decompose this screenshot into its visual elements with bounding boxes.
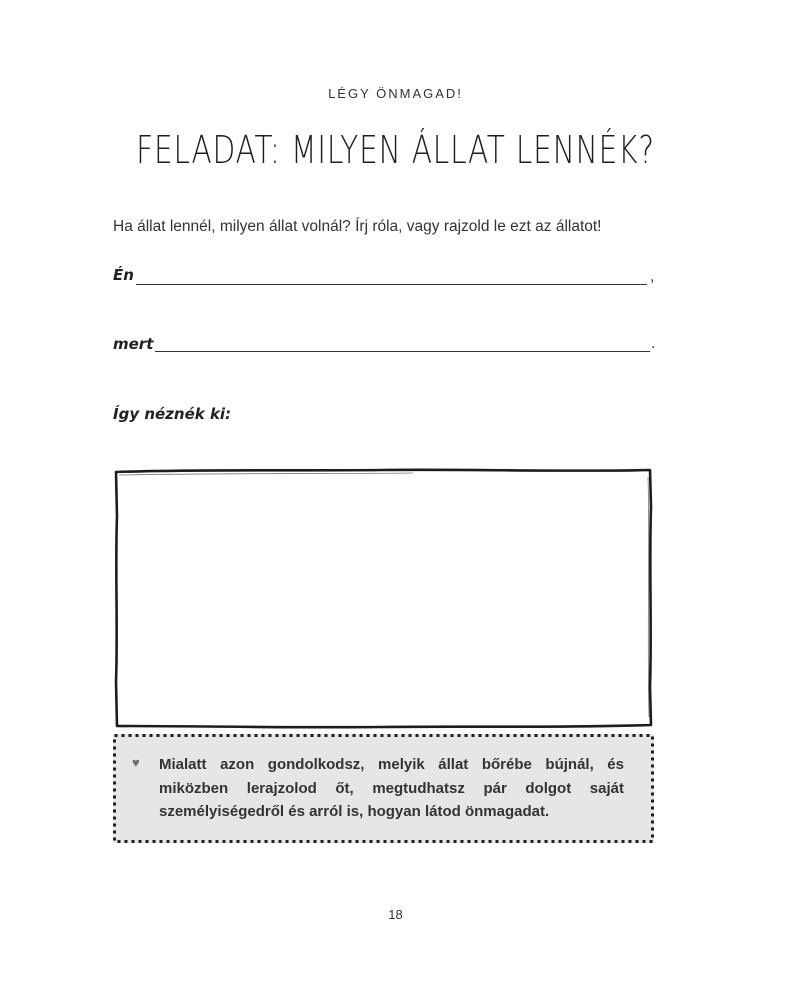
en-answer-line[interactable]: [136, 284, 647, 285]
drawing-frame: [113, 467, 653, 729]
page-number: 18: [388, 907, 403, 922]
section-header: LÉGY ÖNMAGAD!: [328, 86, 463, 101]
drawing-area[interactable]: [113, 467, 653, 729]
exercise-title: FELADAT: MILYEN ÁLLAT LENNÉK?: [136, 128, 655, 172]
drawing-label: Így néznék ki:: [113, 405, 232, 423]
mert-label: mert: [113, 335, 154, 353]
tip-box: [113, 734, 654, 843]
en-label: Én: [113, 266, 134, 284]
mert-period: .: [651, 335, 656, 352]
heart-icon: ♥: [132, 755, 140, 770]
en-comma: ,: [650, 268, 655, 285]
mert-answer-line[interactable]: [155, 351, 650, 352]
tip-text: Mialatt azon gondolkodsz, melyik állat bőrébe bújnál, és miközben lerajzolod őt, megtudhatsz pár dolgot saját személyiségedről és arról is, hogyan látod önmagadat.: [159, 756, 624, 820]
exercise-instructions: Ha állat lennél, milyen állat volnál? Írj róla, vagy rajzold le ezt az állatot!: [113, 218, 602, 235]
